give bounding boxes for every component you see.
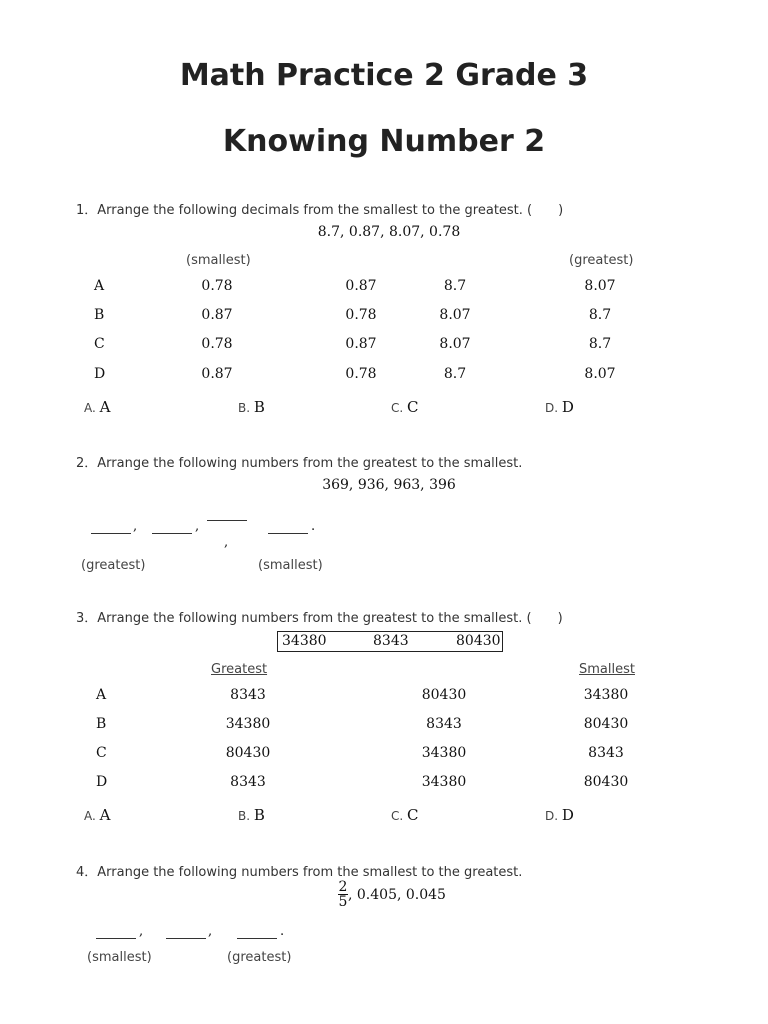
table-row-key: D — [96, 774, 108, 790]
table-cell: 8.07 — [439, 307, 471, 323]
table-cell: 8.7 — [588, 307, 612, 323]
question-2-greatest-label: (greatest) — [81, 558, 146, 573]
comma: , — [139, 924, 144, 939]
question-1-option-c[interactable] — [391, 398, 419, 416]
question-3-text: 3．Arrange the following numbers from the greatest to the smallest. ( ) — [76, 611, 563, 626]
option-value: A — [99, 398, 111, 416]
comma: , — [195, 519, 200, 534]
option-prefix: C. — [391, 809, 404, 823]
table-cell: 8.07 — [439, 336, 471, 352]
question-1-option-a[interactable] — [84, 398, 110, 416]
option-prefix: A. — [84, 809, 96, 823]
answer-blank[interactable] — [237, 937, 277, 939]
table-row-key: B — [94, 307, 105, 323]
option-prefix: B. — [238, 401, 251, 415]
question-3-greatest-label: Greatest — [211, 662, 268, 677]
table-row-key: B — [96, 716, 107, 732]
comma: , — [224, 535, 229, 550]
boxed-number: 8343 — [373, 633, 409, 649]
question-2-smallest-label: (smallest) — [258, 558, 323, 573]
answer-blank[interactable] — [207, 519, 247, 521]
table-cell: 0.87 — [201, 366, 233, 382]
table-cell: 0.78 — [201, 336, 233, 352]
option-prefix: D. — [545, 401, 559, 415]
table-cell: 8343 — [588, 745, 624, 761]
period: . — [280, 924, 285, 939]
comma: , — [208, 924, 213, 939]
table-cell: 8.7 — [443, 366, 467, 382]
table-cell: 8.7 — [443, 278, 467, 294]
question-4-number-list: , 0.405, 0.045 — [348, 886, 446, 903]
question-3-option-c[interactable] — [391, 806, 419, 824]
boxed-number: 34380 — [282, 633, 327, 649]
question-3-option-d[interactable] — [545, 806, 574, 824]
table-cell: 0.87 — [345, 278, 377, 294]
table-row-key: C — [96, 745, 107, 761]
answer-blank[interactable] — [96, 937, 136, 939]
table-cell: 34380 — [225, 716, 271, 732]
option-value: D — [561, 806, 574, 824]
option-value: C — [407, 398, 419, 416]
question-1-option-d[interactable] — [545, 398, 574, 416]
option-value: A — [99, 806, 111, 824]
question-1-text: 1．Arrange the following decimals from the smallest to the greatest. ( ) — [76, 203, 564, 218]
option-value: B — [253, 398, 265, 416]
table-cell: 8.7 — [588, 336, 612, 352]
fraction-denominator: 5 — [338, 894, 348, 910]
option-value: D — [561, 398, 574, 416]
table-cell: 8343 — [426, 716, 462, 732]
comma: , — [133, 519, 138, 534]
table-cell: 8.07 — [584, 278, 616, 294]
answer-blank[interactable] — [268, 532, 308, 534]
table-cell: 80430 — [583, 774, 629, 790]
question-2-text: 2．Arrange the following numbers from the greatest to the smallest. — [76, 456, 523, 471]
table-cell: 0.78 — [345, 366, 377, 382]
table-row-key: C — [94, 336, 105, 352]
page-subtitle: Knowing Number 2 — [222, 124, 546, 159]
table-cell: 8.07 — [584, 366, 616, 382]
option-value: B — [253, 806, 265, 824]
question-4-greatest-label: (greatest) — [227, 950, 292, 965]
table-cell: 34380 — [583, 687, 629, 703]
fraction — [338, 880, 348, 909]
table-cell: 0.87 — [201, 307, 233, 323]
question-2-numbers: 369, 936, 963, 396 — [322, 477, 456, 493]
table-row-key: A — [96, 687, 107, 703]
question-1-greatest-label: (greatest) — [569, 253, 634, 268]
table-cell: 34380 — [421, 745, 467, 761]
option-prefix: D. — [545, 809, 559, 823]
page-title: Math Practice 2 Grade 3 — [179, 58, 589, 93]
question-4-text: 4．Arrange the following numbers from the smallest to the greatest. — [76, 865, 523, 880]
option-prefix: C. — [391, 401, 404, 415]
answer-blank[interactable] — [152, 532, 192, 534]
table-cell: 0.78 — [201, 278, 233, 294]
question-3-smallest-label: Smallest — [579, 662, 635, 677]
table-cell: 0.78 — [345, 307, 377, 323]
table-cell: 8343 — [230, 774, 266, 790]
option-value: C — [407, 806, 419, 824]
fraction-numerator: 2 — [338, 879, 348, 895]
table-cell: 80430 — [225, 745, 271, 761]
question-1-option-b[interactable] — [238, 398, 265, 416]
table-cell: 34380 — [421, 774, 467, 790]
table-cell: 80430 — [421, 687, 467, 703]
table-cell: 80430 — [583, 716, 629, 732]
question-1-numbers: 8.7, 0.87, 8.07, 0.78 — [317, 224, 461, 240]
option-prefix: A. — [84, 401, 96, 415]
answer-blank[interactable] — [91, 532, 131, 534]
question-1-smallest-label: (smallest) — [186, 253, 251, 268]
question-4-smallest-label: (smallest) — [87, 950, 152, 965]
period: . — [311, 519, 316, 534]
question-3-option-a[interactable] — [84, 806, 110, 824]
answer-blank[interactable] — [166, 937, 206, 939]
table-cell: 8343 — [230, 687, 266, 703]
question-3-option-b[interactable] — [238, 806, 265, 824]
question-4-numbers — [338, 880, 446, 909]
table-row-key: A — [94, 278, 105, 294]
boxed-number: 80430 — [456, 633, 501, 649]
table-cell: 0.87 — [345, 336, 377, 352]
option-prefix: B. — [238, 809, 251, 823]
question-3-number-box — [277, 631, 503, 652]
table-row-key: D — [94, 366, 106, 382]
